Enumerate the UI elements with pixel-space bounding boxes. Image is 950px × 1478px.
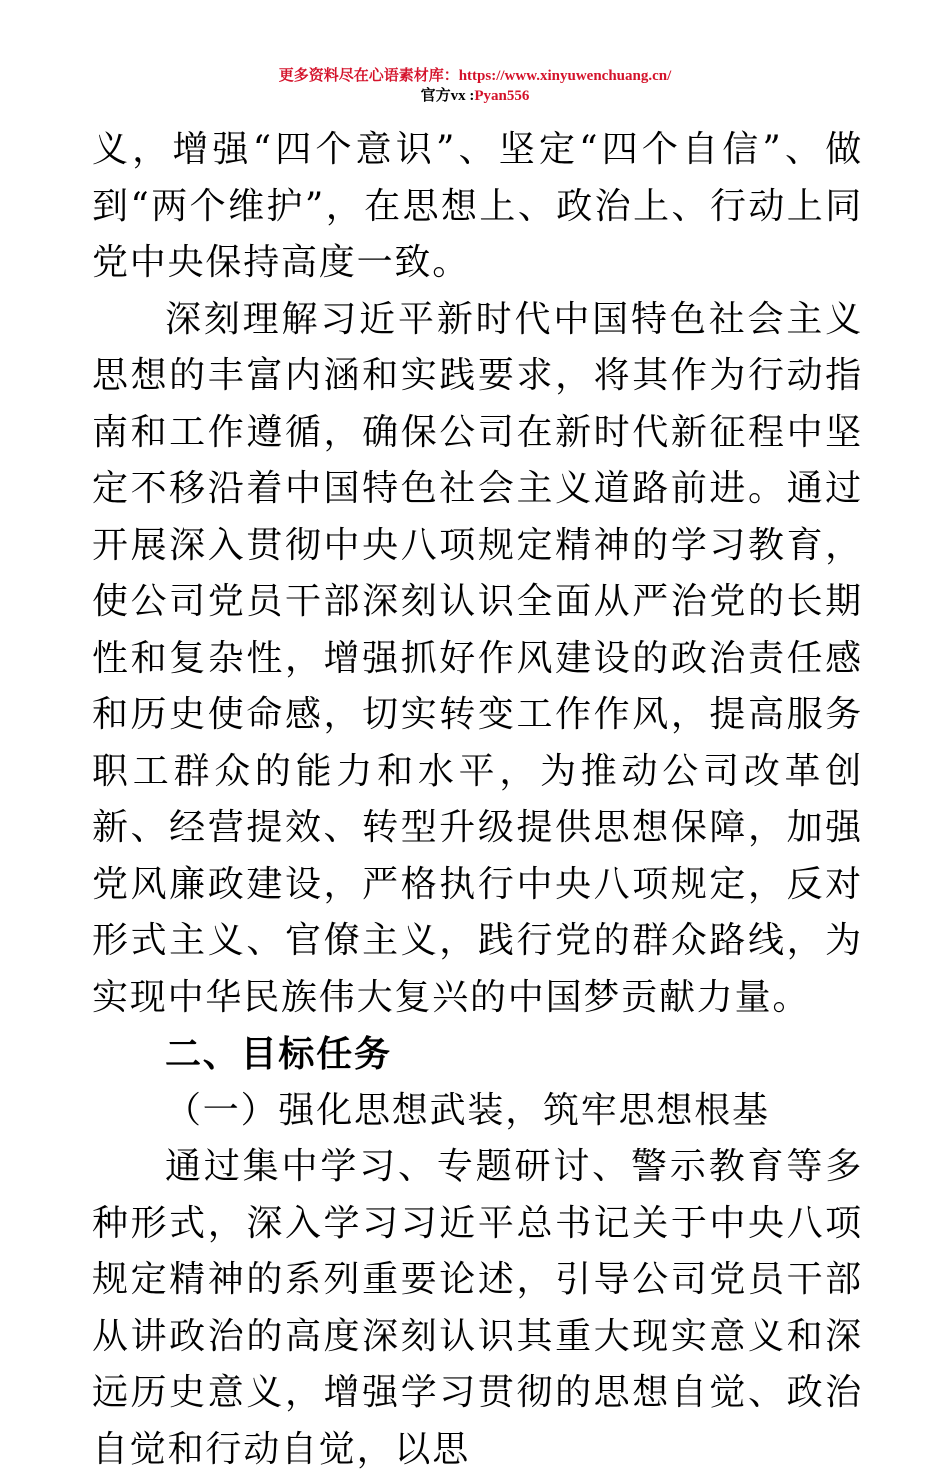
paragraph-understanding: 深刻理解习近平新时代中国特色社会主义思想的丰富内涵和实践要求，将其作为行动指南和工作遵循，确保公司在新时代新征程中坚定不移沿着中国特色社会主义道路前进。通过开展深入贯彻中央八项规定精神的学习教育，使公司党员干部深刻认识全面从严治党的长期性和复杂性，增强抓好作风建设的政治责任感和历史使命感，切实转变工作作风，提高服务职工群众的能力和水平，为推动公司改革创新、经营提效、转型升级提供思想保障，加强党风廉政建设，严格执行中央八项规定，反对形式主义、官僚主义，践行党的群众路线，为实现中华民族伟大复兴的中国梦贡献力量。 [92, 298, 863, 1018]
document-body [92, 122, 863, 1478]
header-line-1 [0, 66, 950, 86]
header-resource-link[interactable]: 更多资料尽在心语素材库：https://www.xinyuwenchuang.cn/ [278, 68, 672, 84]
section-heading-goals: 二、目标任务 [165, 1033, 392, 1075]
subsection-heading-1: （一）强化思想武装，筑牢思想根基 [165, 1089, 770, 1131]
header-contact-label: 官方vx : [420, 88, 475, 104]
paragraph-continuation: 义，增强“四个意识”、坚定“四个自信”、做到“两个维护”，在思想上、政治上、行动上同党中央保持高度一致。 [92, 129, 863, 283]
page-header [0, 66, 950, 106]
paragraph-study: 通过集中学习、专题研讨、警示教育等多种形式，深入学习习近平总书记关于中央八项规定精神的系列重要论述，引导公司党员干部从讲政治的高度深刻认识其重大现实意义和深远历史意义，增强学习贯彻的思想自觉、政治自觉和行动自觉，以思 [92, 1146, 863, 1470]
header-line-2 [0, 86, 950, 106]
header-contact-id: Pyan556 [474, 88, 530, 104]
